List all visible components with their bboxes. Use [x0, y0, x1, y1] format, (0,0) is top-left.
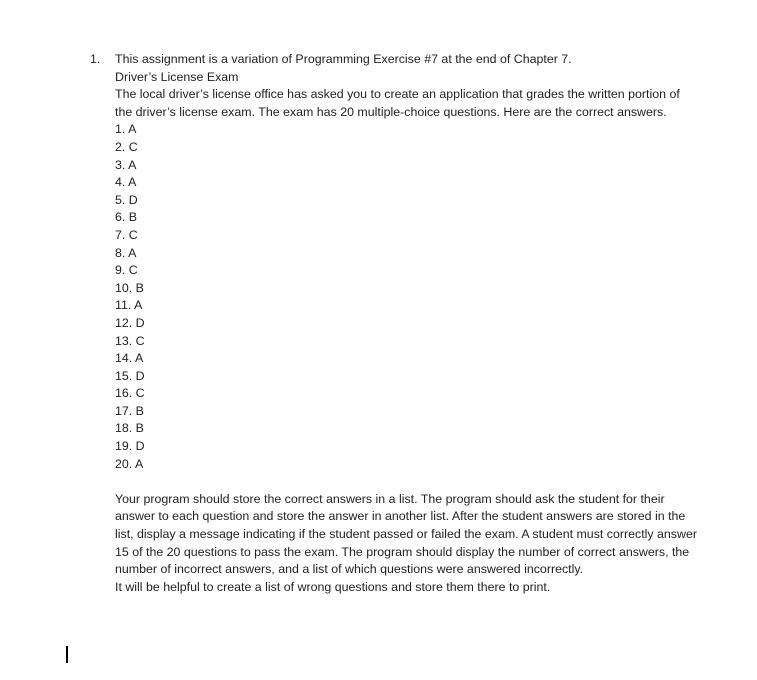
answer-key-item: 9. C [115, 263, 138, 278]
assignment-description: The local driver’s license office has asked you to create an application that grades the written portion of the driver’s license exam. The exam has 20 multiple-choice questions. Here are the correct answers. [115, 87, 680, 119]
answer-key-item: 13. C [115, 333, 145, 348]
answer-key-item: 16. C [115, 386, 145, 401]
answer-key-item: 15. D [115, 368, 145, 383]
assignment-tip: It will be helpful to create a list of wrong questions and store them there to print. [115, 579, 551, 594]
answer-key-item: 5. D [115, 192, 138, 207]
blank-line [115, 473, 697, 491]
assignment-intro: This assignment is a variation of Programming Exercise #7 at the end of Chapter 7. [115, 52, 572, 66]
answer-key-item: 1. A [115, 122, 137, 137]
answer-key-item: 7. C [115, 227, 138, 242]
assignment-title: Driver’s License Exam [115, 69, 239, 84]
answer-key-item: 3. A [115, 157, 137, 172]
answer-key-item: 10. B [115, 280, 144, 295]
list-item-number: 1. [90, 52, 101, 66]
assignment-instructions: Your program should store the correct answers in a list. The program should ask the student for their answer to each question and store the answer in another list. After the student answers are stored in the list, display a message indicating if the student passed or failed the exam. A student must correctly answer 15 of the 20 questions to pass the exam. The program should display the number of correct answers, the number of incorrect answers, and a list of which questions were answered incorrectly. [115, 491, 697, 577]
assignment-item [0, 51, 757, 596]
answer-key-item: 11. A [115, 298, 143, 313]
answer-key-item: 12. D [115, 315, 145, 330]
answer-key-list [115, 121, 697, 473]
answer-key-item: 18. B [115, 421, 144, 436]
answer-key-item: 4. A [115, 175, 137, 190]
answer-key-item: 6. B [115, 210, 138, 225]
answer-key-item: 2. C [115, 139, 138, 154]
document-body [0, 51, 757, 596]
answer-key-item: 20. A [115, 456, 144, 471]
answer-key-item: 17. B [115, 403, 144, 418]
answer-key-item: 19. D [115, 439, 145, 454]
answer-key-item: 14. A [115, 351, 144, 366]
answer-key-item: 8. A [115, 245, 137, 260]
text-cursor [66, 646, 68, 663]
